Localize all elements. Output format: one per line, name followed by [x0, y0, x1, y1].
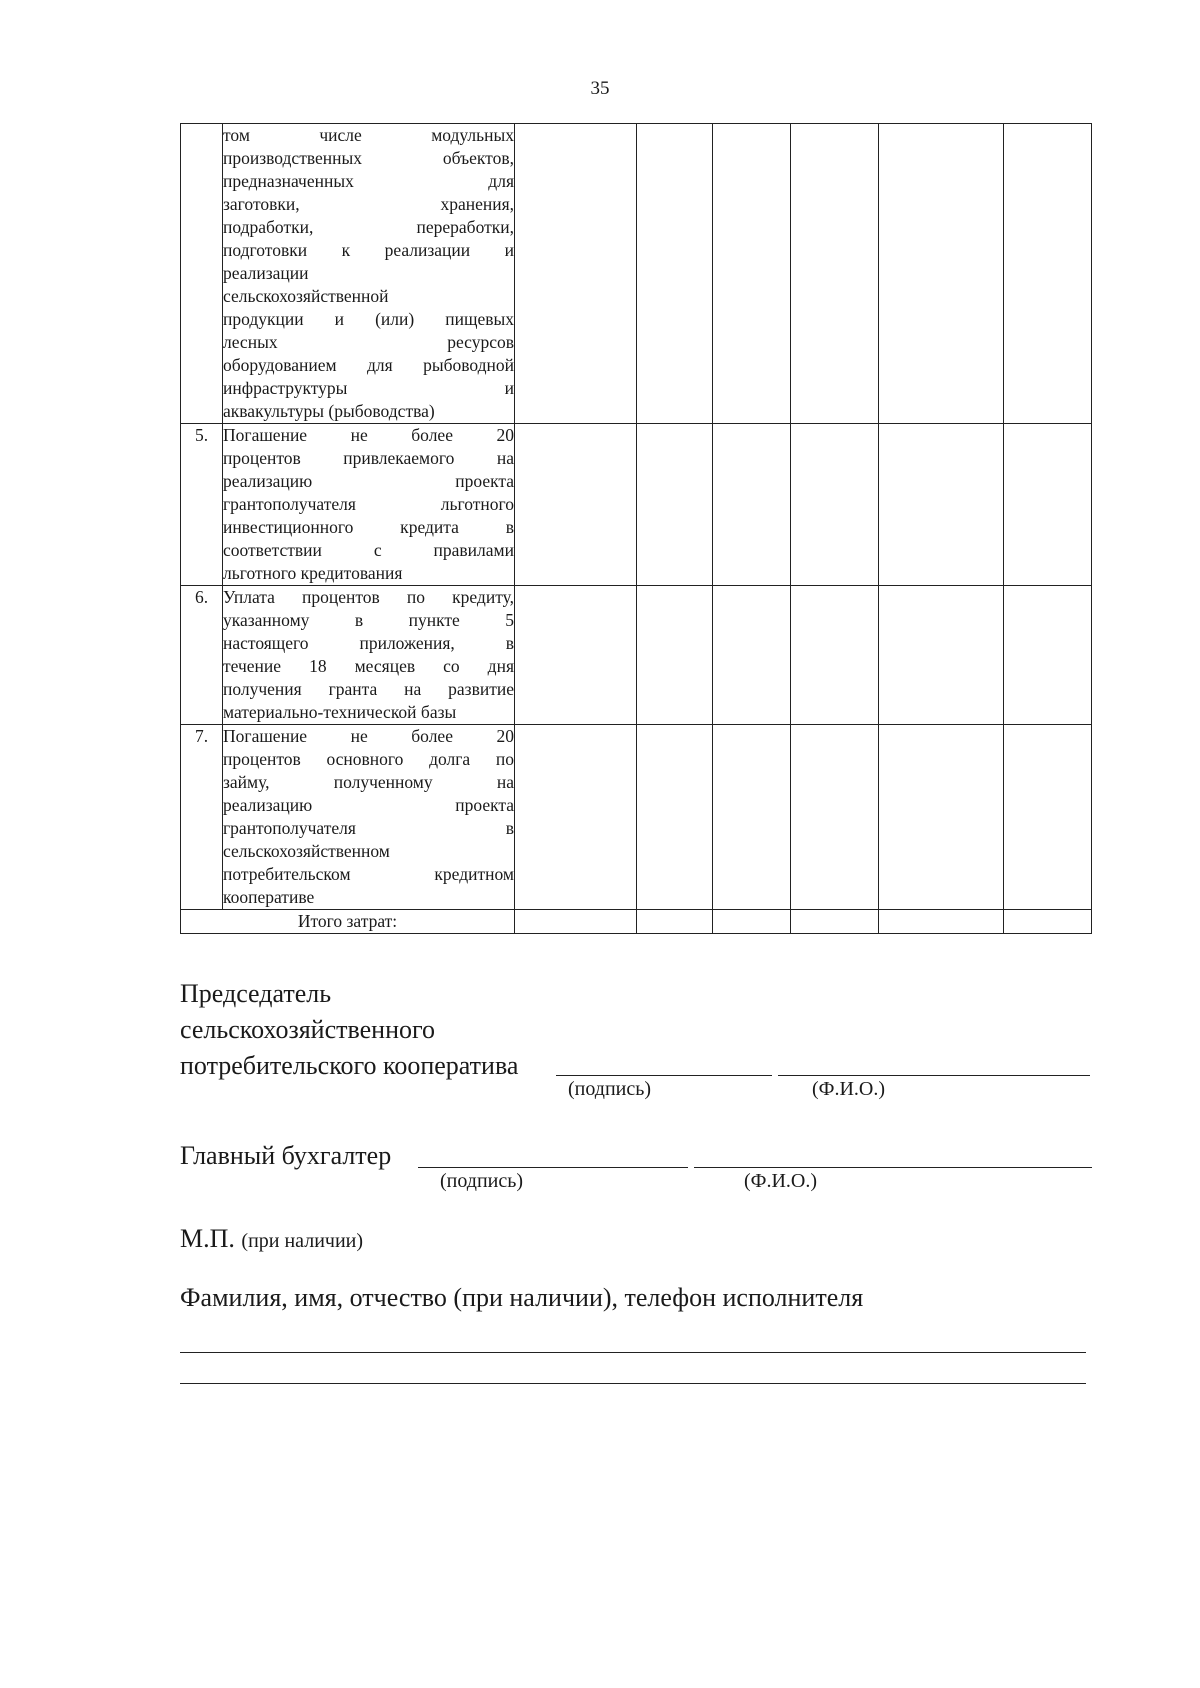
empty-cell [637, 586, 713, 725]
stamp-label: М.П. [180, 1224, 235, 1253]
description-line: лесных ресурсов [223, 332, 514, 352]
description-line: аквакультуры (рыбоводства) [223, 401, 435, 421]
empty-cell [713, 424, 791, 586]
total-label: Итого затрат: [181, 910, 515, 934]
description-line: кооперативе [223, 887, 315, 907]
chairman-name-label: (Ф.И.О.) [812, 1078, 886, 1100]
empty-cell [515, 725, 637, 910]
description-line: сельскохозяйственной [223, 286, 389, 306]
row-number: 5. [181, 424, 223, 586]
empty-cell [713, 124, 791, 424]
description-line: льготного кредитования [223, 563, 403, 583]
description-line: процентов привлекаемого на [223, 448, 514, 468]
row-number: 7. [181, 725, 223, 910]
empty-cell [713, 910, 791, 934]
row-description [223, 124, 515, 424]
empty-cell [637, 725, 713, 910]
empty-cell [1004, 424, 1092, 586]
description-line: материально-технической базы [223, 702, 457, 722]
description-line: указанному в пункте 5 [223, 610, 514, 630]
description-line: продукции и (или) пищевых [223, 309, 514, 329]
description-line: подготовки к реализации и [223, 240, 514, 260]
empty-cell [1004, 586, 1092, 725]
description-line: реализацию проекта [223, 795, 514, 815]
description-line: том числе модульных [223, 125, 514, 145]
row-description [223, 424, 515, 586]
empty-cell [791, 424, 879, 586]
description-line: Погашение не более 20 [223, 726, 514, 746]
page-number: 35 [590, 78, 610, 99]
chairman-line-3: потребительского кооператива [180, 1051, 519, 1080]
description-line: Уплата процентов по кредиту, [223, 587, 514, 607]
stamp-note: (при наличии) [241, 1230, 364, 1252]
chairman-line-1: Председатель [180, 979, 332, 1008]
accountant-signature-label: (подпись) [440, 1170, 524, 1192]
description-line: процентов основного долга по [223, 749, 514, 769]
empty-cell [1004, 910, 1092, 934]
accountant-name-label: (Ф.И.О.) [744, 1170, 818, 1192]
empty-cell [1004, 124, 1092, 424]
row-description [223, 725, 515, 910]
empty-cell [791, 586, 879, 725]
empty-cell [637, 124, 713, 424]
description-line: подработки, переработки, [223, 217, 514, 237]
row-description [223, 586, 515, 725]
chairman-line-2: сельскохозяйственного [180, 1015, 435, 1044]
table-row [181, 586, 1092, 725]
empty-cell [879, 910, 1004, 934]
description-line: заготовки, хранения, [223, 194, 514, 214]
description-line: грантополучателя в [223, 818, 514, 838]
stamp-place [180, 1224, 363, 1254]
empty-cell [515, 424, 637, 586]
empty-cell [1004, 725, 1092, 910]
description-line: сельскохозяйственном [223, 841, 390, 861]
description-line: течение 18 месяцев со дня [223, 656, 514, 676]
description-line: соответствии с правилами [223, 540, 514, 560]
accountant-title: Главный бухгалтер [180, 1141, 392, 1170]
cost-table [180, 123, 1092, 934]
description-line: грантополучателя льготного [223, 494, 514, 514]
empty-cell [637, 910, 713, 934]
description-line: реализации [223, 263, 309, 283]
description-line: потребительском кредитном [223, 864, 514, 884]
empty-cell [637, 424, 713, 586]
row-number [181, 124, 223, 424]
table-body [181, 124, 1092, 934]
chairman-name-line[interactable] [778, 1075, 1090, 1076]
chairman-signature-label: (подпись) [568, 1078, 652, 1100]
description-line: получения гранта на развитие [223, 679, 514, 699]
empty-cell [879, 725, 1004, 910]
empty-cell [879, 586, 1004, 725]
contact-line-2[interactable] [180, 1383, 1086, 1384]
description-line: инфраструктуры и [223, 378, 514, 398]
description-line: предназначенных для [223, 171, 514, 191]
empty-cell [879, 424, 1004, 586]
chairman-signature-line[interactable] [556, 1075, 772, 1076]
description-line: оборудованием для рыбоводной [223, 355, 514, 375]
table-row [181, 424, 1092, 586]
description-line: Погашение не более 20 [223, 425, 514, 445]
accountant-name-line[interactable] [694, 1167, 1092, 1168]
description-line: настоящего приложения, в [223, 633, 514, 653]
description-line: займу, полученному на [223, 772, 514, 792]
empty-cell [515, 124, 637, 424]
empty-cell [515, 586, 637, 725]
description-line: производственных объектов, [223, 148, 514, 168]
empty-cell [791, 725, 879, 910]
accountant-signature-line[interactable] [418, 1167, 688, 1168]
empty-cell [791, 124, 879, 424]
empty-cell [713, 725, 791, 910]
empty-cell [879, 124, 1004, 424]
row-number: 6. [181, 586, 223, 725]
chairman-title [180, 976, 518, 1084]
empty-cell [713, 586, 791, 725]
total-row [181, 910, 1092, 934]
empty-cell [515, 910, 637, 934]
contact-line-1[interactable] [180, 1352, 1086, 1353]
table-row [181, 725, 1092, 910]
description-line: инвестиционного кредита в [223, 517, 514, 537]
table-row [181, 124, 1092, 424]
contact-label: Фамилия, имя, отчество (при наличии), телефон исполнителя [180, 1283, 864, 1312]
description-line: реализацию проекта [223, 471, 514, 491]
empty-cell [791, 910, 879, 934]
